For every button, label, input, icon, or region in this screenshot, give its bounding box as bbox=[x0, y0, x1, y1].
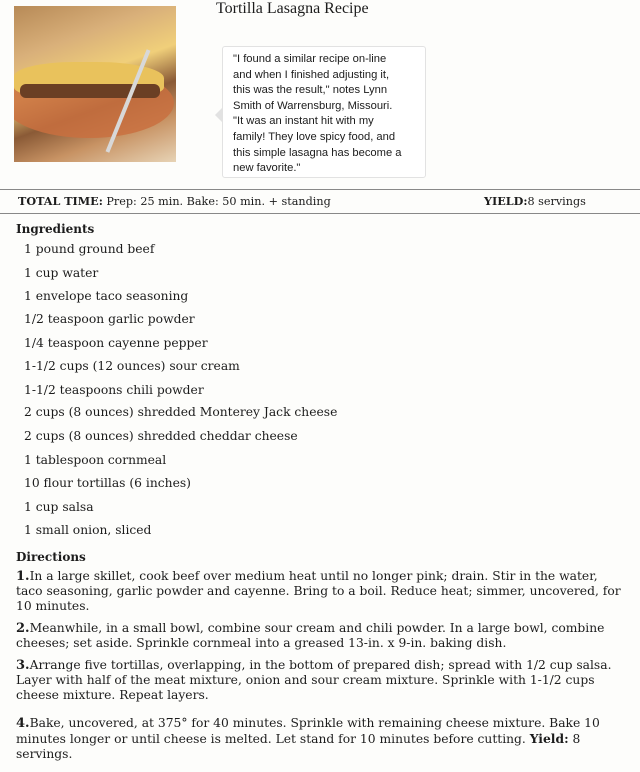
direction-step bbox=[16, 569, 622, 614]
step-number: 4. bbox=[16, 716, 30, 731]
step-number: 1. bbox=[16, 569, 30, 584]
ingredient-item: 10 flour tortillas (6 inches) bbox=[24, 476, 191, 490]
ingredient-item: 1 tablespoon cornmeal bbox=[24, 453, 167, 467]
yield-value: 8 servings bbox=[527, 195, 586, 208]
divider-bottom bbox=[0, 213, 640, 214]
ingredient-item: 2 cups (8 ounces) shredded Monterey Jack cheese bbox=[24, 405, 338, 419]
step-text: In a large skillet, cook beef over medium heat until no longer pink; drain. Stir in the water, taco seasoning, garlic powder and cayenne. Bring to a boil. Reduce heat; simmer, uncovered, for 10 minutes. bbox=[16, 569, 621, 613]
ingredient-item: 1 cup water bbox=[24, 266, 99, 280]
directions-heading: Directions bbox=[16, 550, 86, 564]
ingredient-item: 1 cup salsa bbox=[24, 500, 94, 514]
quote-box bbox=[222, 46, 426, 178]
divider-top bbox=[0, 189, 640, 190]
step-number: 3. bbox=[16, 658, 30, 673]
yield-inline-value: 8 servings. bbox=[16, 732, 581, 761]
step-text: Bake, uncovered, at 375° for 40 minutes. Sprinkle with remaining cheese mixture. Bake 10 minutes longer or until cheese is melted. Let stand for 10 minutes before cutting. bbox=[16, 716, 600, 746]
step-number: 2. bbox=[16, 621, 30, 636]
yield-label: YIELD: bbox=[484, 194, 528, 208]
direction-step bbox=[16, 621, 622, 651]
meta-row bbox=[18, 194, 628, 208]
step-text: Meanwhile, in a small bowl, combine sour cream and chili powder. In a large bowl, combine cheeses; set aside. Sprinkle cornmeal into a greased 13-in. x 9-in. baking dish. bbox=[16, 621, 605, 650]
step-text: Arrange five tortillas, overlapping, in the bottom of prepared dish; spread with 1/2 cup salsa. Layer with half of the meat mixture, onion and sour cream mixture. Sprinkle with 1-1/2 cups cheese mixture. Repeat layers. bbox=[16, 658, 612, 702]
quote-text: "I found a similar recipe on-line and when I finished adjusting it, this was the result," notes Lynn Smith of Warrensburg, Missouri. "It was an instant hit with my family! They love spicy food, and this simple lasagna has become a new favorite." bbox=[233, 53, 402, 175]
ingredient-item: 1 pound ground beef bbox=[24, 242, 155, 256]
page-title: Tortilla Lasagna Recipe bbox=[216, 0, 369, 17]
yield bbox=[484, 194, 586, 208]
direction-step bbox=[16, 658, 622, 703]
total-time-label: TOTAL TIME: bbox=[18, 194, 103, 208]
recipe-photo bbox=[14, 6, 176, 162]
ingredient-item: 1 small onion, sliced bbox=[24, 523, 152, 537]
ingredient-item: 1-1/2 teaspoons chili powder bbox=[24, 383, 204, 397]
yield-inline-label: Yield: bbox=[529, 731, 569, 746]
ingredient-item: 1/4 teaspoon cayenne pepper bbox=[24, 336, 208, 350]
ingredient-item: 1/2 teaspoon garlic powder bbox=[24, 312, 195, 326]
ingredient-item: 2 cups (8 ounces) shredded cheddar cheese bbox=[24, 429, 298, 443]
ingredient-item: 1 envelope taco seasoning bbox=[24, 289, 189, 303]
total-time-value: Prep: 25 min. Bake: 50 min. + standing bbox=[102, 195, 331, 208]
ingredients-heading: Ingredients bbox=[16, 222, 95, 236]
photo-meat-layer bbox=[20, 84, 160, 98]
ingredient-item: 1-1/2 cups (12 ounces) sour cream bbox=[24, 359, 240, 373]
direction-step bbox=[16, 716, 622, 762]
